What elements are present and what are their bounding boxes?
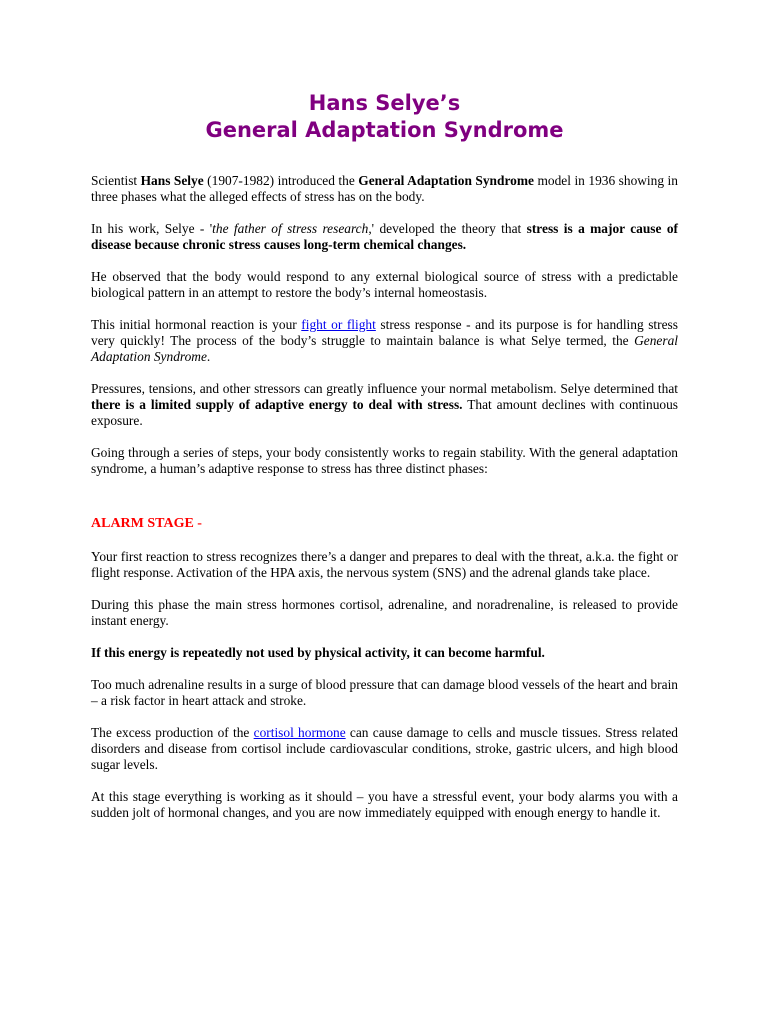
text-run: . [206, 349, 211, 364]
alarm-stage-heading: ALARM STAGE - [91, 516, 202, 531]
bold-statement: there is a limited supply of adaptive energy to deal with stress. [91, 397, 463, 412]
cortisol-hormone-link[interactable]: cortisol hormone [253, 725, 346, 740]
bold-statement: stress is a major cause of disease because chronic stress causes long-term chemical changes. [91, 221, 678, 252]
text-run: can cause damage to cells and muscle tissues. Stress related disorders and disease from cortisol include cardiovascular conditions, stroke, gastric ulcers, and high blood sugar levels. [91, 725, 678, 772]
bold-name: Hans Selye [140, 173, 204, 188]
title-line-1: Hans Selye’s [308, 91, 461, 115]
first-reaction-paragraph: Your first reaction to stress recognizes there’s a danger and prepares to deal with the threat, a.k.a. the fight or flight response. Activation of the HPA axis, the nervous system (SNS) and the adrenal glands take place. [91, 549, 678, 580]
phases-intro-paragraph: Going through a series of steps, your body consistently works to regain stability. With the general adaptation syndrome, a human’s adaptive response to stress has three distinct phases: [91, 445, 678, 476]
fight-or-flight-link[interactable]: fight or flight [301, 317, 376, 332]
text-run: model in 1936 showing in three phases what the alleged effects of stress has on the body. [91, 173, 678, 204]
text-run: That amount declines with continuous exposure. [91, 397, 678, 428]
text-run: Pressures, tensions, and other stressors can greatly influence your normal metabolism. Selye determined that [91, 381, 678, 396]
adaptive-energy-paragraph [91, 381, 678, 429]
adrenaline-paragraph: Too much adrenaline results in a surge of blood pressure that can damage blood vessels of the heart and brain – a risk factor in heart attack and stroke. [91, 677, 678, 708]
cortisol-paragraph [91, 725, 678, 773]
document-page [91, 90, 678, 837]
text-run: In his work, Selye - ' [91, 221, 213, 236]
text-run: stress response - and its purpose is for handling stress very quickly! The process of the body’s struggle to maintain balance is what Selye termed, the [91, 317, 678, 348]
text-run: (1907-1982) introduced the [203, 173, 359, 188]
italic-term: General Adaptation Syndrome [91, 333, 678, 364]
energy-warning-paragraph: If this energy is repeatedly not used by physical activity, it can become harmful. [91, 645, 545, 660]
fight-or-flight-paragraph [91, 317, 678, 365]
italic-quote: the father of stress research [212, 221, 369, 236]
text-run: The excess production of the [91, 725, 254, 740]
alarm-summary-paragraph: At this stage everything is working as it should – you have a stressful event, your body alarms you with a sudden jolt of hormonal changes, and you are now immediately equipped with enough energy to handle it. [91, 789, 678, 820]
theory-paragraph [91, 221, 678, 253]
bold-term: General Adaptation Syndrome [358, 173, 534, 188]
title-line-2: General Adaptation Syndrome [205, 118, 564, 142]
intro-paragraph [91, 173, 678, 205]
text-run: Scientist [91, 173, 141, 188]
text-run: This initial hormonal reaction is your [91, 317, 302, 332]
document-title [91, 90, 678, 144]
stress-hormones-paragraph: During this phase the main stress hormones cortisol, adrenaline, and noradrenaline, is released to provide instant energy. [91, 597, 678, 628]
homeostasis-paragraph: He observed that the body would respond to any external biological source of stress with a predictable biological pattern in an attempt to restore the body’s internal homeostasis. [91, 269, 678, 300]
text-run: ,' developed the theory that [368, 221, 527, 236]
